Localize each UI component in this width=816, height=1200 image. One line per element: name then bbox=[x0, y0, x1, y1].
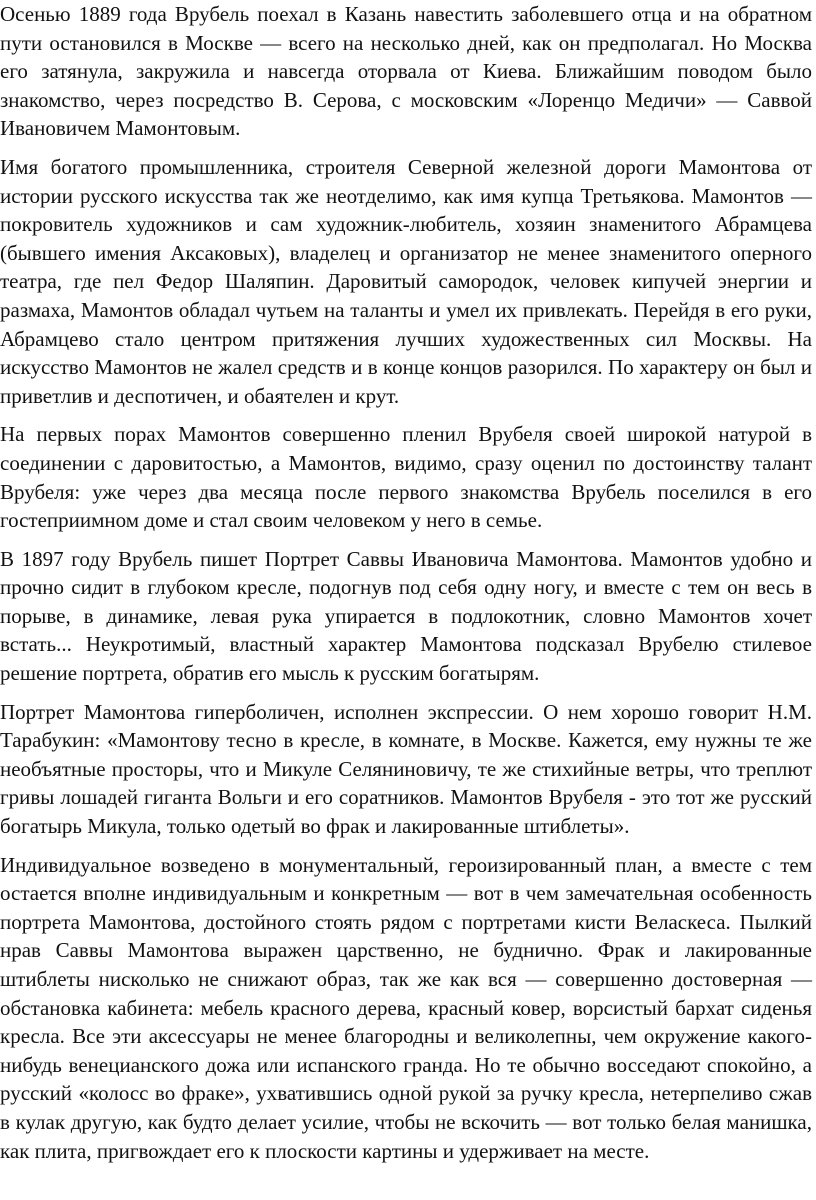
paragraph-2: Имя богатого промышленника, строителя Северной железной дороги Мамонтова от истории русского искусства так же неотделимо, как имя купца Третьякова. Мамонтов — покровитель художников и сам художник-любитель, хозяин знаменитого Абрамцева (бывшего имения Аксаковых), владелец и организатор не менее знаменитого оперного театра, где пел Федор Шаляпин. Даровитый самородок, человек кипучей энергии и размаха, Мамонтов обладал чутьем на таланты и умел их привлекать. Перейдя в его руки, Абрамцево стало центром притяжения лучших художественных сил Москвы. На искусство Мамонтов не жалел средств и в конце концов разорился. По характеру он был и приветлив и деспотичен, и обаятелен и крут. bbox=[0, 154, 812, 408]
paragraph-5: Портрет Мамонтова гиперболичен, исполнен экспрессии. О нем хорошо говорит Н.М. Тарабукин: «Мамонтову тесно в кресле, в комнате, в Москве. Кажется, ему нужны те же необъятные просторы, что и Микуле Селяниновичу, те же стихийные ветры, что треплют гривы лошадей гиганта Вольги и его соратников. Мамонтов Врубеля - это тот же русский богатырь Микула, только одетый во фрак и лакированные штиблеты». bbox=[0, 699, 812, 839]
paragraph-6: Индивидуальное возведено в монументальный, героизированный план, а вместе с тем остается вполне индивидуальным и конкретным — вот в чем замечательная особенность портрета Мамонтова, достойного стоять рядом с портретами кисти Веласкеса. Пылкий нрав Саввы Мамонтова выражен царственно, не буднично. Фрак и лакированные штиблеты нисколько не снижают образ, так же как вся — совершенно достоверная — обстановка кабинета: мебель красного дерева, красный ковер, ворсистый бархат сиденья кресла. Все эти аксессуары не менее благородны и великолепны, чем окружение какого-нибудь венецианского дожа или испанского гранда. Но те обычно восседают спокойно, а русский «колосс во фраке», ухватившись одной рукой за ручку кресла, нетерпеливо сжав в кулак другую, как будто делает усилие, чтобы не вскочить — вот только белая манишка, как плита, пригвождает его к плоскости картины и удерживает на месте. bbox=[0, 852, 812, 1163]
paragraph-4: В 1897 году Врубель пишет Портрет Саввы Ивановича Мамонтова. Мамонтов удобно и прочно сидит в глубоком кресле, подогнув под себя одну ногу, и вместе с тем он весь в порыве, в динамике, левая рука упирается в подлокотник, словно Мамонтов хочет встать... Неукротимый, властный характер Мамонтова подсказал Врубелю стилевое решение портрета, обратив его мысль к русским богатырям. bbox=[0, 546, 812, 686]
paragraph-1: Осенью 1889 года Врубель поехал в Казань навестить заболевшего отца и на обратном пути остановился в Москве — всего на несколько дней, как он предполагал. Но Москва его затянула, закружила и навсегда оторвала от Киева. Ближайшим поводом было знакомство, через посредство В. Серова, с московским «Лоренцо Медичи» — Саввой Ивановичем Мамонтовым. bbox=[0, 2, 812, 141]
paragraph-3: На первых порах Мамонтов совершенно пленил Врубеля своей широкой натурой в соединении с даровитостью, а Мамонтов, видимо, сразу оценил по достоинству талант Врубеля: уже через два месяца после первого знакомства Врубель поселился в его гостеприимном доме и стал своим человеком у него в семье. bbox=[0, 422, 812, 533]
